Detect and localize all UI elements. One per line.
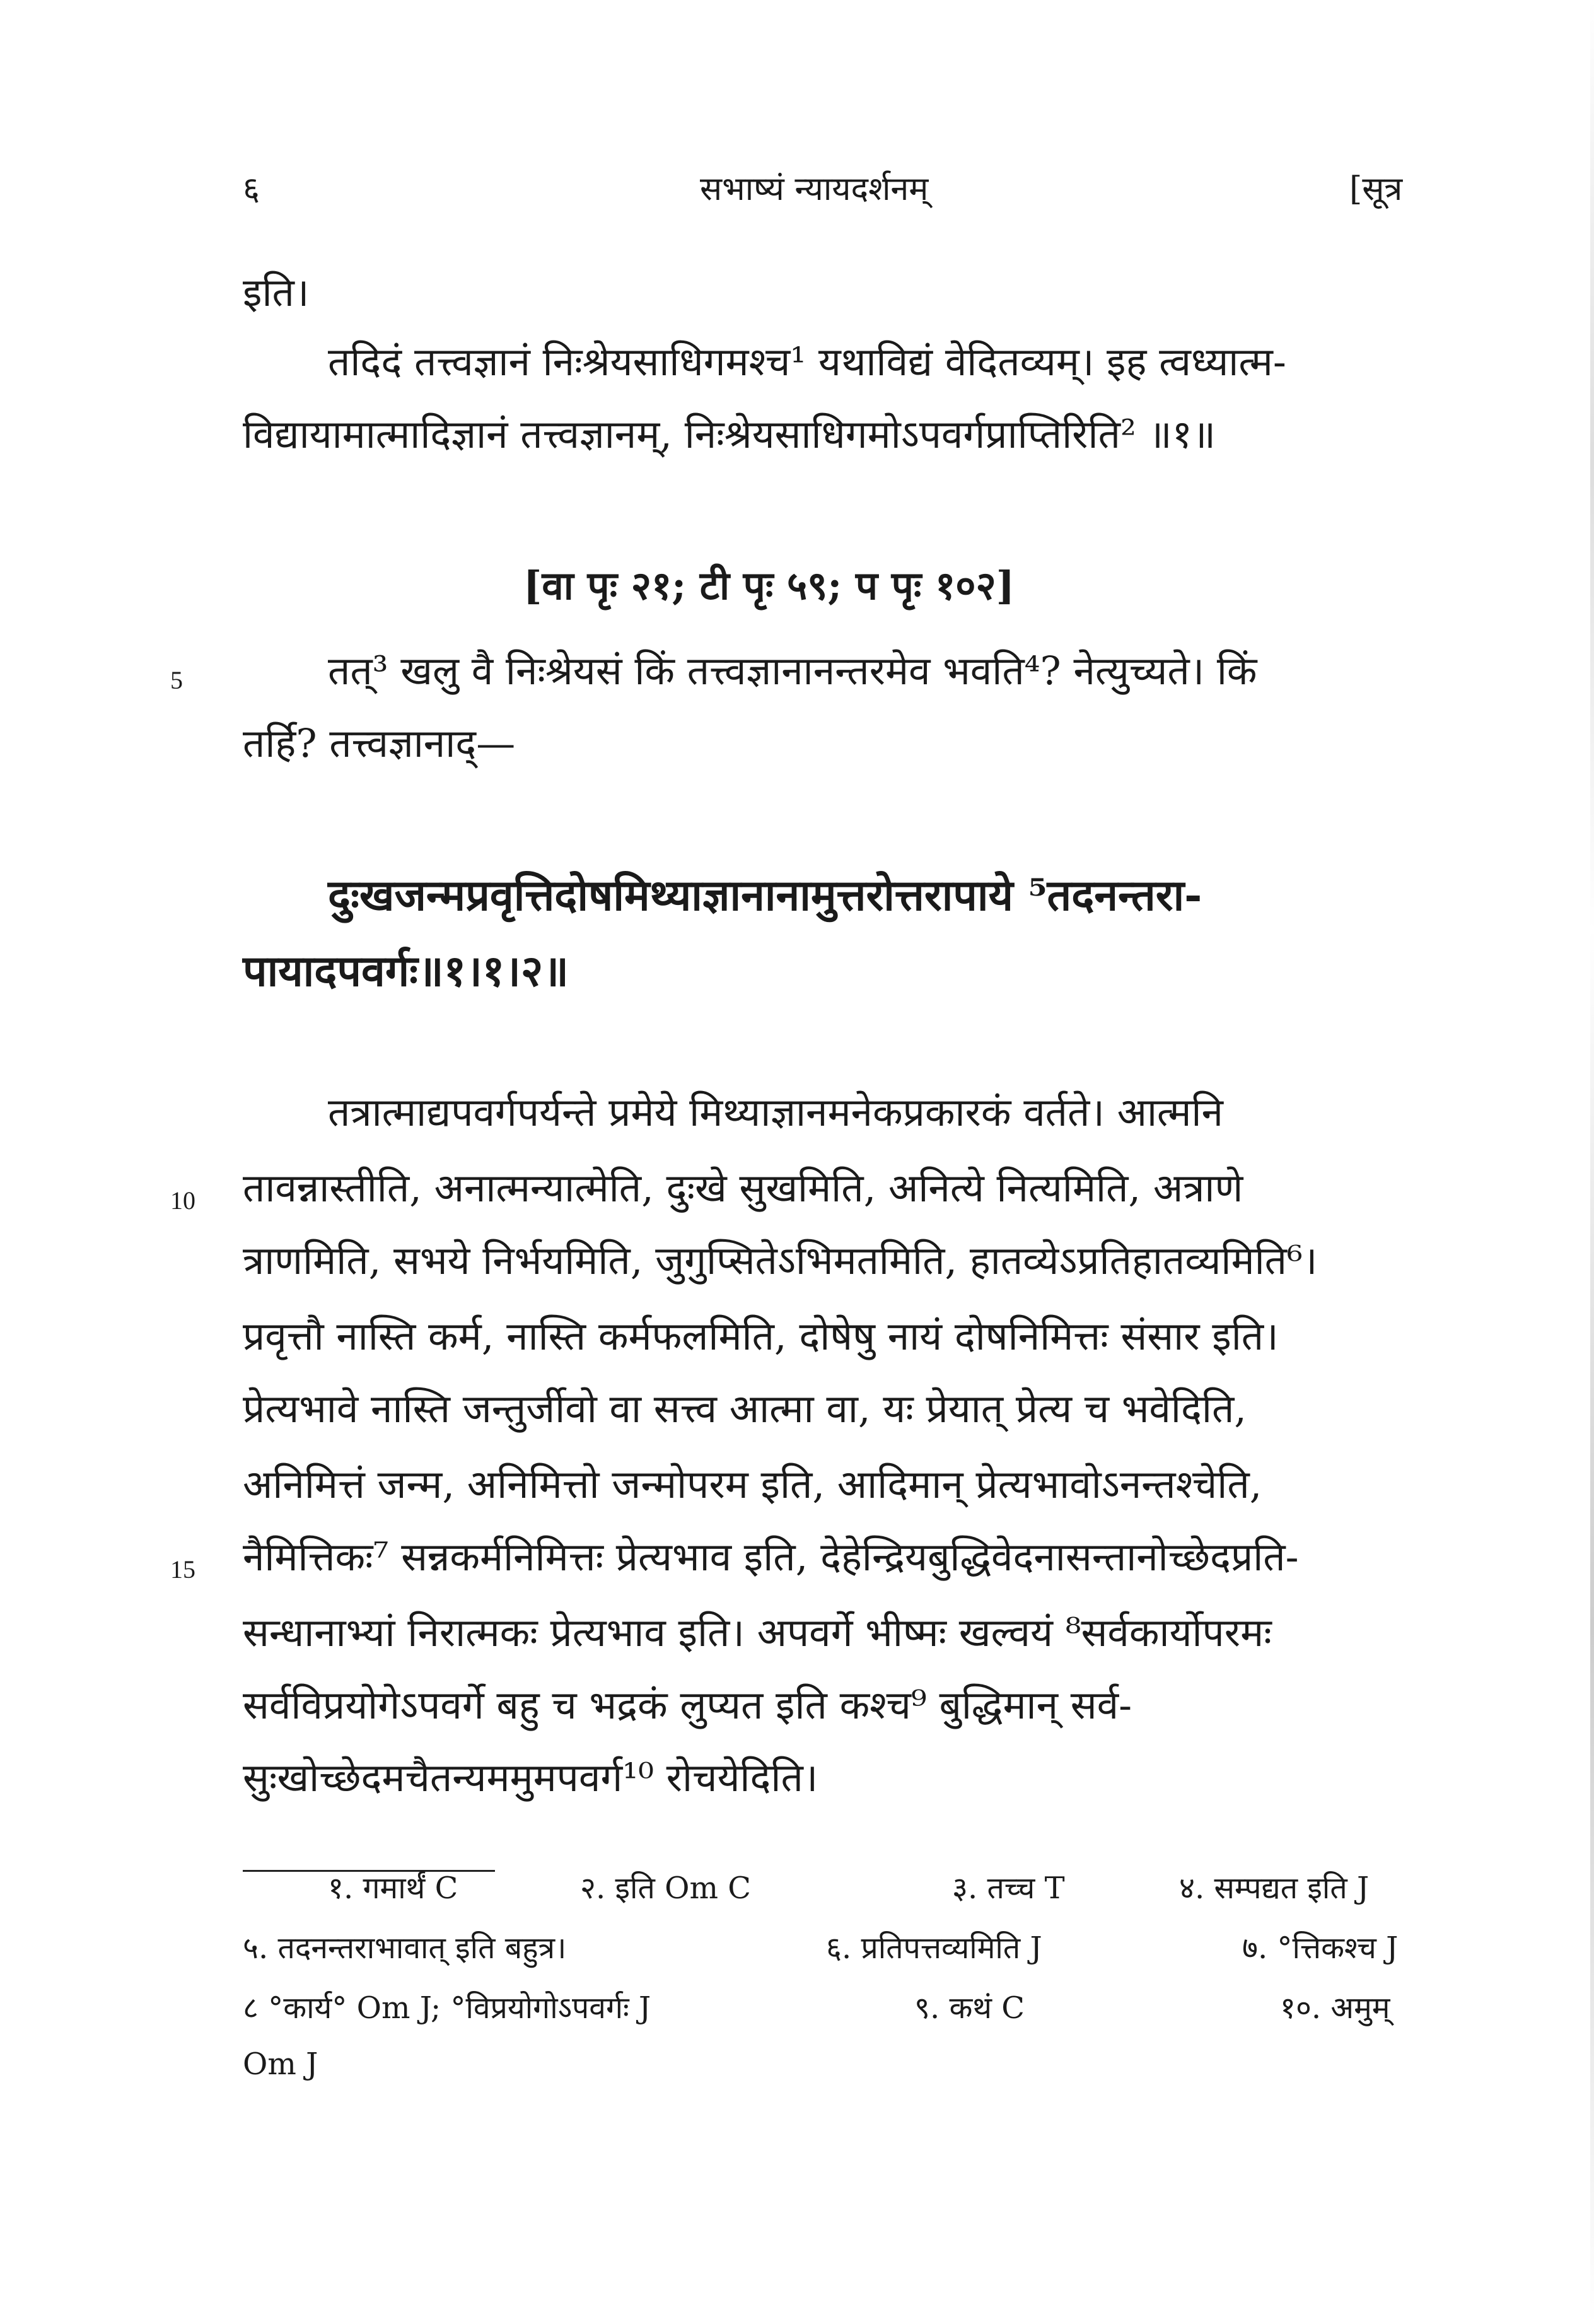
page-number: ६: [243, 170, 260, 208]
line-number: 15: [170, 1555, 195, 1584]
body-line: तत्³ खलु वै निःश्रेयसं किं तत्त्वज्ञानानन्तरमेव भवति⁴? नेत्युच्यते। किं: [328, 648, 1257, 694]
body-line: सन्धानाभ्यां निरात्मकः प्रेत्यभाव इति। अपवर्गे भीष्मः खल्वयं ⁸सर्वकार्योपरमः: [243, 1609, 1272, 1655]
body-line: त्राणमिति, सभये निर्भयमिति, जुगुप्सितेऽभिमतमिति, हातव्येऽप्रतिहातव्यमिति⁶।: [243, 1237, 1318, 1283]
sutra-line: पायादपवर्गः॥१।१।२॥: [243, 946, 569, 996]
footnote: ३. तच्च T: [952, 1871, 1065, 1906]
footnote: ७. °त्तिकश्च J: [1242, 1930, 1399, 1966]
body-line: तत्रात्माद्यपवर्गपर्यन्ते प्रमेये मिथ्याज्ञानमनेकप्रकारकं वर्तते। आत्मनि: [328, 1089, 1223, 1135]
line-number: 5: [170, 666, 183, 694]
body-line: तदिदं तत्त्वज्ञानं निःश्रेयसाधिगमश्च¹ यथाविद्यं वेदितव्यम्। इह त्वध्यात्म-: [328, 339, 1286, 385]
footnote: ९. कथं C: [914, 1990, 1025, 2026]
body-line: तावन्नास्तीति, अनात्मन्यात्मेति, दुःखे सुखमिति, अनित्ये नित्यमिति, अत्राणे: [243, 1165, 1243, 1211]
running-title: सभाष्यं न्यायदर्शनम्: [700, 170, 929, 208]
scan-edge: [1590, 0, 1594, 2324]
body-line: अनिमित्तं जन्म, अनिमित्तो जन्मोपरम इति, आदिमान् प्रेत्यभावोऽनन्तश्चेति,: [243, 1461, 1262, 1507]
body-line: प्रेत्यभावे नास्ति जन्तुर्जीवो वा सत्त्व आत्मा वा, यः प्रेयात् प्रेत्य च भवेदिति,: [243, 1386, 1247, 1432]
footnote: १. गमार्थं C: [328, 1871, 458, 1906]
footnote: ५. तदनन्तराभावात् इति बहुत्र।: [243, 1930, 567, 1966]
body-line: तर्हि? तत्त्वज्ञानाद्—: [243, 720, 516, 766]
body-line: विद्यायामात्मादिज्ञानं तत्त्वज्ञानम्, निःश्रेयसाधिगमोऽपवर्गप्राप्तिरिति² ॥१॥: [243, 411, 1216, 457]
sutra-line: दुःखजन्मप्रवृत्तिदोषमिथ्याज्ञानानामुत्तरोत्तरापाये ⁵तदनन्तरा-: [328, 870, 1202, 921]
footnote: ८ °कार्य° Om J; °विप्रयोगोऽपवर्गः J: [243, 1990, 651, 2026]
footnote: ४. सम्पद्यत इति J: [1179, 1871, 1370, 1906]
body-line: सर्वविप्रयोगेऽपवर्गे बहु च भद्रकं लुप्यत इति कश्च⁹ बुद्धिमान् सर्व-: [243, 1682, 1132, 1728]
body-line: सुःखोच्छेदमचैतन्यममुमपवर्ग¹⁰ रोचयेदिति।: [243, 1755, 818, 1801]
page-reference: [वा पृः २१; टी पृः ५९; प पृः १०२]: [523, 563, 1015, 609]
body-line: प्रवृत्तौ नास्ति कर्म, नास्ति कर्मफलमिति, दोषेषु नायं दोषनिमित्तः संसार इति।: [243, 1313, 1279, 1359]
body-line: नैमित्तिकः⁷ सन्नकर्मनिमित्तः प्रेत्यभाव इति, देहेन्द्रियबुद्धिवेदनासन्तानोच्छेदप्रति-: [243, 1534, 1299, 1580]
footnote: १०. अमुम्: [1280, 1990, 1390, 2026]
footnote: २. इति Om C: [580, 1871, 751, 1906]
body-line: इति।: [243, 269, 310, 315]
line-number: 10: [170, 1186, 195, 1215]
section-marker: [सूत्र: [1349, 170, 1403, 208]
footnote: Om J: [243, 2047, 318, 2082]
footnote: ६. प्रतिपत्तव्यमिति J: [826, 1930, 1042, 1966]
